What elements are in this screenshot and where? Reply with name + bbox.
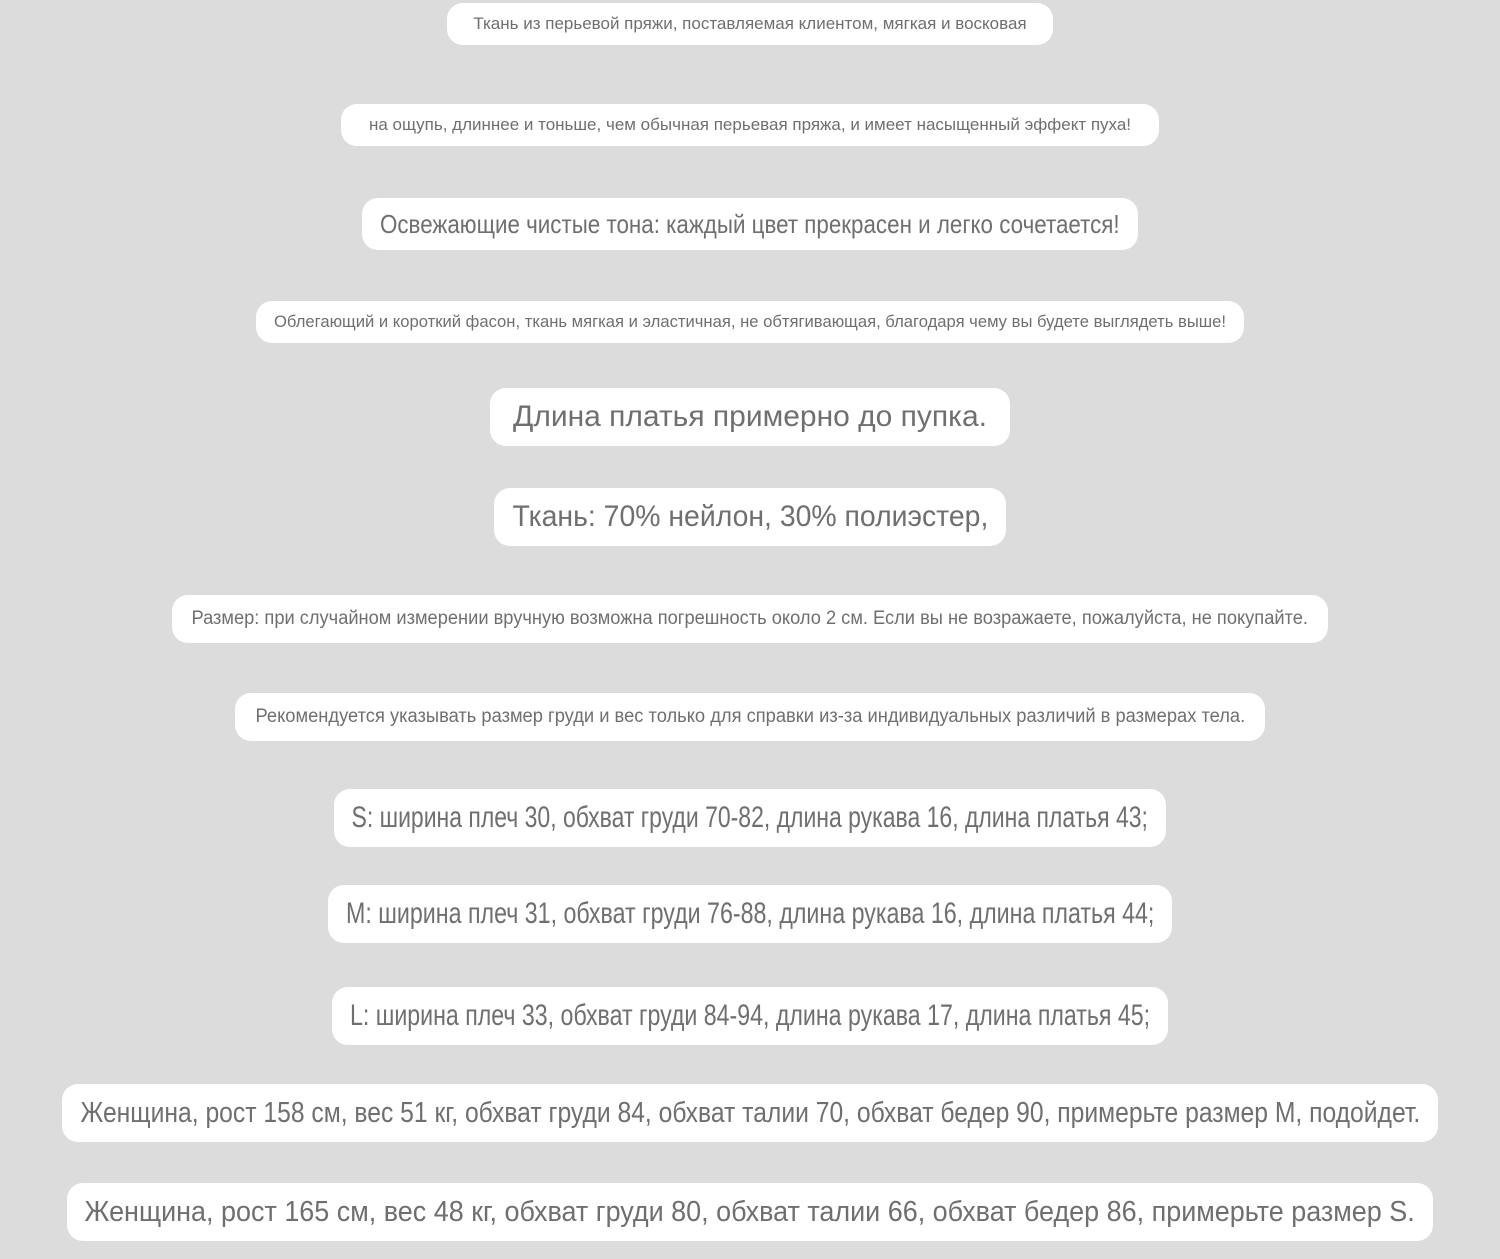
text-bubble-size-l	[332, 987, 1168, 1045]
text-bubble-8-label: Рекомендуется указывать размер груди и вес только для справки из-за индивидуальных различий в размерах тела.	[255, 706, 1245, 727]
text-bubble-5	[490, 388, 1010, 446]
text-bubble-5-label: Длина платья примерно до пупка.	[513, 400, 987, 433]
text-bubble-2	[341, 104, 1159, 146]
text-bubble-1-label: Ткань из перьевой пряжи, поставляемая клиентом, мягкая и восковая	[473, 14, 1027, 33]
text-bubble-7-label: Размер: при случайном измерении вручную возможна погрешность около 2 см. Если вы не возражаете, пожалуйста, не покупайте.	[191, 608, 1309, 629]
text-bubble-2-label: на ощупь, длиннее и тоньше, чем обычная перьевая пряжа, и имеет насыщенный эффект пуха!	[368, 115, 1132, 134]
text-bubble-3	[362, 198, 1138, 250]
text-bubble-size-s	[334, 789, 1166, 847]
text-bubble-4-label: Облегающий и короткий фасон, ткань мягкая и эластичная, не обтягивающая, благодаря чему вы будете выглядеть выше!	[274, 312, 1226, 331]
text-bubble-size-m-label: M: ширина плеч 31, обхват груди 76-88, длина рукава 16, длина платья 44;	[345, 897, 1155, 930]
text-bubble-8	[235, 693, 1265, 741]
text-bubble-1	[447, 3, 1053, 45]
text-bubble-size-l-label: L: ширина плеч 33, обхват груди 84-94, длина рукава 17, длина платья 45;	[349, 999, 1151, 1032]
text-bubble-size-m	[328, 885, 1172, 943]
text-bubble-example-1-label: Женщина, рост 158 см, вес 51 кг, обхват груди 84, обхват талии 70, обхват бедер 90, примерьте размер M, подойдет.	[80, 1096, 1420, 1129]
text-bubble-4	[256, 301, 1244, 343]
text-bubble-example-1	[62, 1084, 1438, 1142]
text-bubble-example-2	[67, 1183, 1433, 1241]
text-bubble-3-label: Освежающие чистые тона: каждый цвет прекрасен и легко сочетается!	[380, 208, 1120, 239]
text-bubble-6	[494, 488, 1006, 546]
text-bubble-7	[172, 595, 1328, 643]
text-bubble-size-s-label: S: ширина плеч 30, обхват груди 70-82, длина рукава 16, длина платья 43;	[351, 801, 1149, 834]
text-bubble-example-2-label: Женщина, рост 165 см, вес 48 кг, обхват груди 80, обхват талии 66, обхват бедер 86, примерьте размер S.	[84, 1195, 1416, 1228]
text-bubble-6-label: Ткань: 70% нейлон, 30% полиэстер,	[512, 500, 988, 533]
